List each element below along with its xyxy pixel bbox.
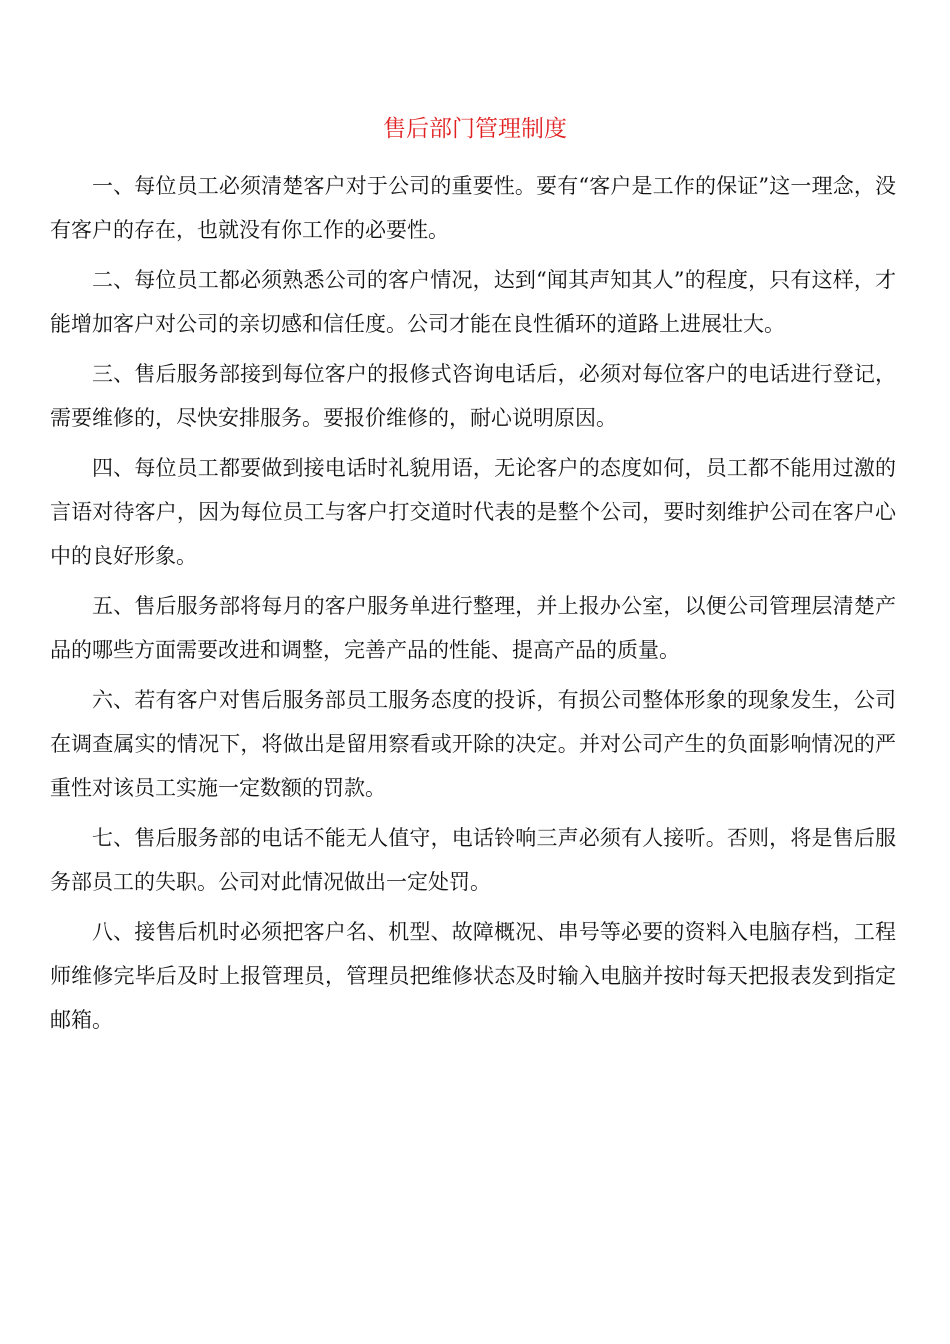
paragraph-2: 二、每位员工都必须熟悉公司的客户情况，达到“闻其声知其人”的程度，只有这样，才能增加客户对公司的亲切感和信任度。公司才能在良性循环的道路上进展壮大。 — [50, 268, 896, 336]
paragraph-5: 五、售后服务部将每月的客户服务单进行整理，并上报办公室，以便公司管理层清楚产品的哪些方面需要改进和调整，完善产品的性能、提高产品的质量。 — [50, 594, 896, 662]
document-body — [50, 164, 896, 1048]
paragraph-8: 八、接售后机时必须把客户名、机型、故障概况、串号等必要的资料入电脑存档，工程师维修完毕后及时上报管理员，管理员把维修状态及时输入电脑并按时每天把报表发到指定邮箱。 — [50, 920, 896, 1032]
paragraph-4: 四、每位员工都要做到接电话时礼貌用语，无论客户的态度如何，员工都不能用过激的言语对待客户，因为每位员工与客户打交道时代表的是整个公司，要时刻维护公司在客户心中的良好形象。 — [50, 456, 896, 568]
paragraph-3: 三、售后服务部接到每位客户的报修式咨询电话后，必须对每位客户的电话进行登记，需要维修的，尽快安排服务。要报价维修的，耐心说明原因。 — [50, 362, 896, 430]
paragraph-1: 一、每位员工必须清楚客户对于公司的重要性。要有“客户是工作的保证”这一理念，没有客户的存在，也就没有你工作的必要性。 — [50, 174, 896, 242]
paragraph-6: 六、若有客户对售后服务部员工服务态度的投诉，有损公司整体形象的现象发生，公司在调查属实的情况下，将做出是留用察看或开除的决定。并对公司产生的负面影响情况的严重性对该员工实施一定数额的罚款。 — [50, 688, 896, 800]
paragraph-7: 七、售后服务部的电话不能无人值守，电话铃响三声必须有人接听。否则，将是售后服务部员工的失职。公司对此情况做出一定处罚。 — [50, 826, 896, 894]
document-title: 售后部门管理制度 — [383, 116, 567, 142]
